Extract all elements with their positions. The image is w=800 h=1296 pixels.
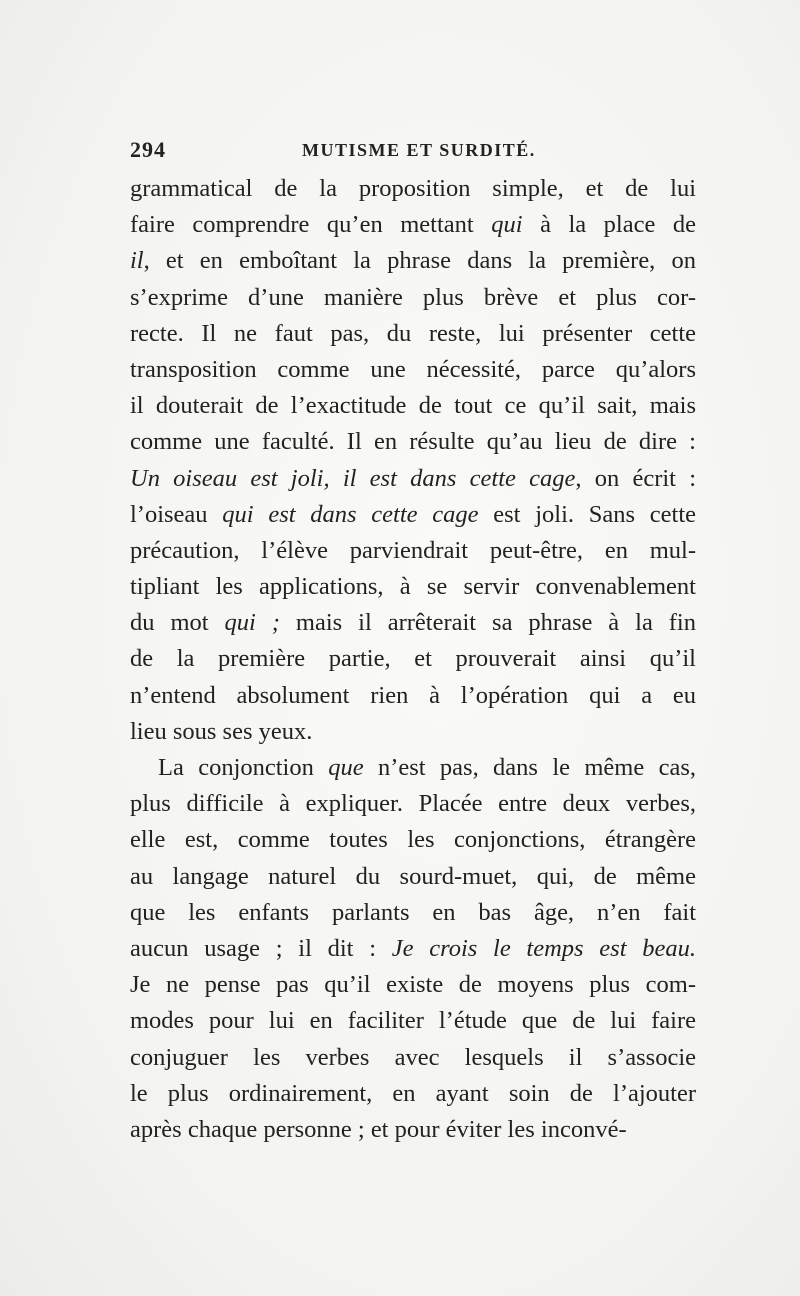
text-run: à la place de [522, 211, 696, 239]
text-run: tipliant les applications, à se servir convenablement [130, 573, 696, 601]
text-run: plus difficile à expliquer. Placée entre deux verbes, [130, 790, 696, 818]
text-run: Je ne pense pas qu’il existe de moyens plus com- [130, 971, 696, 999]
text-run: faire comprendre qu’en mettant [130, 211, 492, 239]
text-line [130, 424, 696, 460]
italic-run: qui ; [224, 609, 280, 637]
text-line [130, 750, 696, 786]
text-line [130, 569, 696, 605]
italic-run: qui [491, 211, 523, 239]
text-run: précaution, l’élève parviendrait peut-être, en mul- [130, 536, 696, 564]
text-run: modes pour lui en faciliter l’étude que de lui faire [130, 1007, 696, 1035]
text-line [130, 714, 696, 750]
text-run: il douterait de l’exactitude de tout ce qu’il sait, mais [130, 392, 696, 420]
text-line [130, 1076, 696, 1112]
text-run: le plus ordinairement, en ayant soin de l’ajouter [130, 1079, 696, 1107]
text-line [130, 931, 696, 967]
italic-run: il [130, 247, 144, 275]
text-line [130, 1112, 696, 1148]
text-line [130, 605, 696, 641]
text-line [130, 895, 696, 931]
page-number: 294 [130, 137, 166, 162]
text-run: mais il arrêterait sa phrase à la fin [279, 609, 696, 637]
text-line [130, 280, 696, 316]
text-run: de la première partie, et prouverait ainsi qu’il [130, 645, 696, 673]
text-run: comme une faculté. Il en résulte qu’au lieu de dire : [130, 428, 696, 456]
text-run: transposition comme une nécessité, parce qu’alors [130, 355, 696, 383]
text-run: n’entend absolument rien à l’opération qui a eu [130, 681, 696, 709]
text-run: grammatical de la proposition simple, et de lui [130, 175, 696, 202]
text-run: recte. Il ne faut pas, du reste, lui présenter cette [130, 319, 696, 347]
text-run: au langage naturel du sourd-muet, qui, de même [130, 862, 696, 890]
text-line [130, 822, 696, 858]
text-run: du mot [130, 609, 225, 637]
text-line [130, 497, 696, 533]
text-line [130, 243, 696, 279]
text-run: , et en emboîtant la phrase dans la première, on [143, 247, 696, 275]
text-run: , on écrit : [575, 464, 696, 492]
text-line [130, 859, 696, 895]
text-line [130, 171, 696, 207]
text-line [130, 1003, 696, 1039]
italic-run: Je crois le temps est beau. [391, 934, 697, 962]
text-run: elle est, comme toutes les conjonctions, étrangère [130, 826, 696, 854]
text-line [130, 786, 696, 822]
text-line [130, 678, 696, 714]
text-line [130, 641, 696, 677]
running-head: MUTISME ET SURDITÉ. [302, 140, 536, 160]
text-line [130, 1040, 696, 1076]
text-run: n’est pas, dans le même cas, [363, 754, 696, 781]
text-line [130, 207, 696, 243]
italic-run: Un oiseau est joli, il est dans cette cage [130, 464, 576, 492]
text-line [130, 533, 696, 569]
text-line [130, 388, 696, 424]
text-run: aucun usage ; il dit : [130, 934, 392, 962]
text-run: conjuguer les verbes avec lesquels il s’associe [130, 1043, 696, 1071]
body-text [130, 171, 696, 1148]
text-line [130, 316, 696, 352]
text-run: lieu sous ses yeux. [130, 717, 313, 745]
text-line [130, 352, 696, 388]
text-line [130, 461, 696, 497]
text-run: que les enfants parlants en bas âge, n’en fait [130, 898, 696, 926]
text-run: après chaque personne ; et pour éviter les inconvé- [130, 1115, 627, 1143]
italic-run: qui est dans cette cage [222, 500, 479, 528]
text-run: s’exprime d’une manière plus brève et plus cor- [130, 283, 696, 311]
italic-run: que [328, 754, 364, 781]
text-run: La conjonction [158, 754, 329, 781]
text-run: l’oiseau [130, 500, 223, 528]
text-run: est joli. Sans cette [478, 500, 696, 528]
text-line [130, 967, 696, 1003]
page-header [130, 137, 696, 167]
